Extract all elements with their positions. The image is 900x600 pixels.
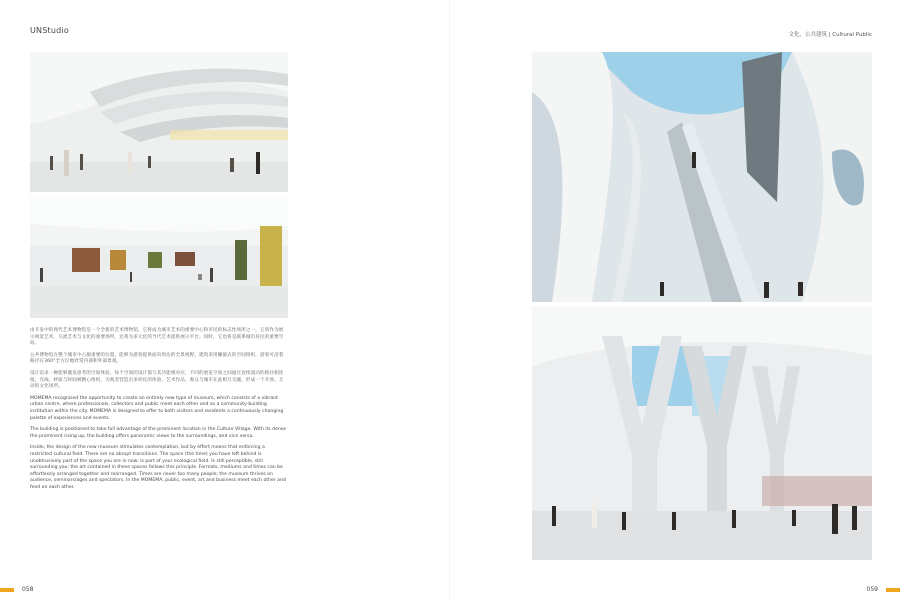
section-label: 文化、公共建筑 | Cultural Public [788,32,872,38]
folio-accent-bar [886,588,900,592]
page-number: 058 [22,586,34,593]
en-paragraph-2: The building is positioned to take full advantage of the prominent location in the Culture Village. With its dense the prominent rising up, the building offers panoramic views to the surroundings, and vice versa. [30,427,287,439]
brand-name: UNStudio [30,26,69,35]
cn-paragraph-1: 由开发中的现代艺术博物馆是一个全新的艺术博物馆，它将成为城市艺术的重要中心和市民的标志性场所之一，它将作为展示视觉艺术、交流艺术与文化的重要场所，还将为多元化的当代艺术提供展示平台。同时，它也将是联系城市居民的重要空间。 [30,328,284,347]
en-paragraph-3: Inside, the design of the new museum stimulates contemplation, but by effort means that enforcing a restricted cultural field. There are no abrupt transitions. The space (the time) you have left behind is unobtrusively part of the space you are in now: is part of your ecological field. Is still perceptible, still surrounding you: the art contained in these spaces follows this principle. Formats, mediums and times can be effortlessly arranged together and rearranged. Times are never too many people; the museum thrives on audience, seminars/ages and spectators. In the MOMEMA, public, event, art and business meet each other and feed on each other. [30,445,286,490]
page-number: 059 [866,586,878,593]
atrium-photo [30,52,288,192]
cn-paragraph-2: 公共博物馆在整个城市中占据重要的位置，能够为游客提供面向周边的全景视野。建筑采用螺旋式的空间组织，游客可沿着路径在360°全方位地欣赏内部和外部景观。 [30,352,284,365]
lobby-photo [532,306,872,560]
en-paragraph-1: MOMEMA recognised the opportunity to create an entirely new type of museum, which consists of a vibrant urban centre, where professionals, collectors and public meet each other and as a community-building institution within the city. MOMEMA is designed to offer to both visitors and residents a continuously changing palette of experiences and events. [30,395,284,421]
gallery-photo [30,196,288,318]
right-page [450,0,900,600]
article-text [30,328,288,496]
folio-accent-bar [0,588,14,592]
escalator-photo [532,52,872,302]
cn-paragraph-3: 设计追求一种能够激发思考的空间体验，每个空间的设计都与其功能相对应，不同的展览空间之间通过连续流动的路径相连接。光线、材质与时间被精心组织，为观者营造出多样化的体验。艺术作品、观众与城市在此相互交融，形成一个开放、互动的文化场所。 [30,370,284,390]
